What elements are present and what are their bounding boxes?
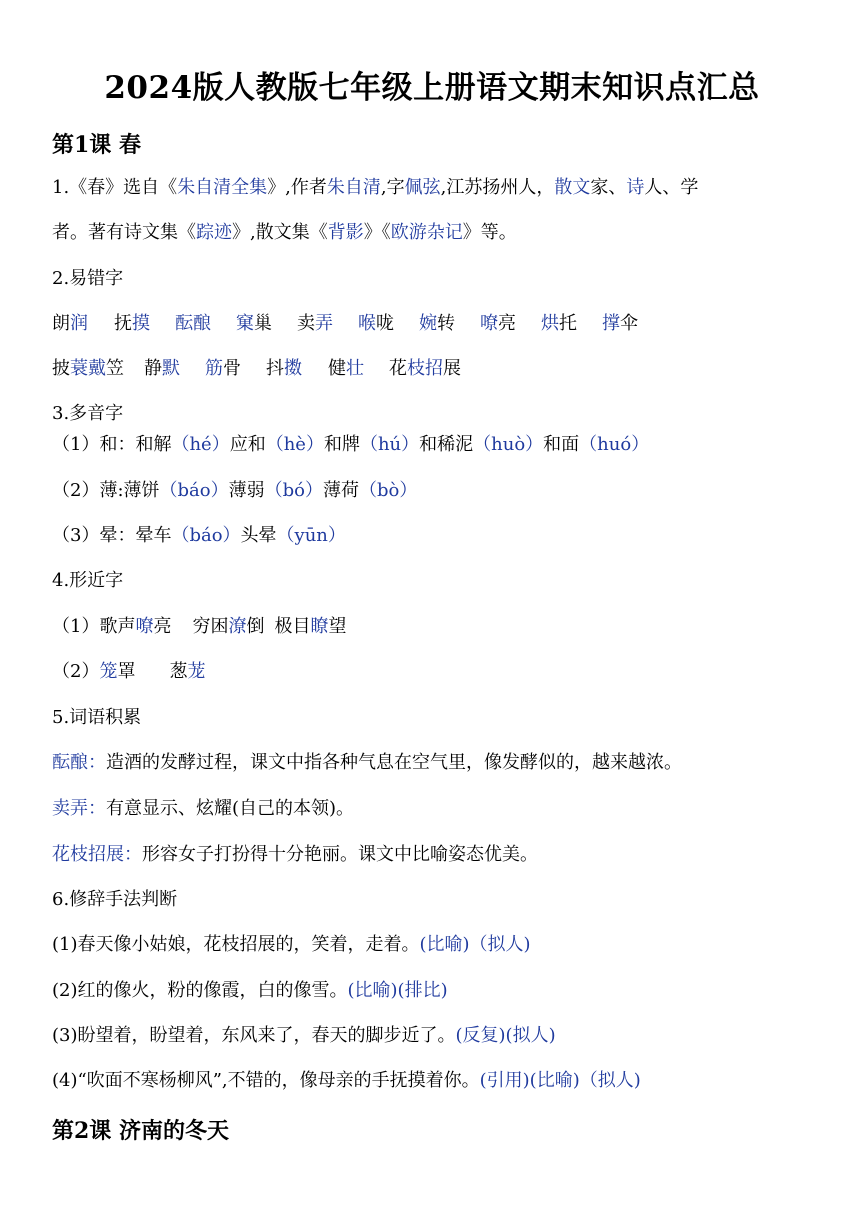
- rhetoric-line-4: (4)“吹面不寒杨柳风”,不错的，像母亲的手抚摸着你。(引用)(比喻)（拟人): [52, 1070, 641, 1091]
- intro-line-1: 1.《春》选自《朱自清全集》,作者朱自清,字佩弦,江苏扬州人，散文家、诗人、学: [52, 177, 699, 198]
- lesson-2-heading: 第2课 济南的冬天: [52, 1118, 229, 1144]
- word-item: 抚摸: [114, 313, 150, 334]
- word-item: 喉咙: [358, 313, 394, 334]
- word-item: 窠巢: [236, 313, 272, 334]
- rhetoric-line-3: (3)盼望着，盼望着，东风来了，春天的脚步近了。(反复)(拟人): [52, 1025, 556, 1046]
- polyphone-line-3: （3）晕：晕车（báo）头晕（yūn）: [52, 525, 346, 546]
- vocab-item-1: 酝酿：造酒的发酵过程，课文中指各种气息在空气里，像发酵似的，越来越浓。: [52, 752, 682, 773]
- rhetoric-line-2: (2)红的像火，粉的像霞，白的像雪。(比喻)(排比): [52, 980, 448, 1001]
- vocab-item-2: 卖弄：有意显示、炫耀(自己的本领)。: [52, 798, 355, 819]
- section-3-label: 3.多音字: [52, 403, 124, 424]
- intro-line-2: 者。著有诗文集《踪迹》,散文集《背影》《欧游杂记》等。: [52, 222, 517, 243]
- word-item: 烘托: [541, 313, 577, 334]
- word-item: 撑伞: [602, 313, 638, 334]
- polyphone-line-2: （2）薄:薄饼（báo）薄弱（bó）薄荷（bò）: [52, 480, 418, 501]
- polyphone-line-1: （1）和：和解（hé）应和（hè）和牌（hú）和稀泥（huò）和面（huó）: [52, 434, 650, 455]
- word-item: 披蓑戴笠: [52, 358, 124, 379]
- word-item: 婉转: [419, 313, 455, 334]
- word-item: 抖擞: [266, 358, 302, 379]
- section-4-label: 4.形近字: [52, 570, 124, 591]
- rhetoric-line-1: (1)春天像小姑娘，花枝招展的，笑着，走着。(比喻)（拟人): [52, 934, 531, 955]
- word-item: 筋骨: [205, 358, 241, 379]
- lesson-1-heading: 第1课 春: [52, 132, 141, 158]
- word-item: 酝酿: [175, 313, 211, 334]
- section-5-label: 5.词语积累: [52, 707, 142, 728]
- page-title: 2024版人教版七年级上册语文期末知识点汇总: [104, 70, 760, 106]
- word-item: 朗润: [52, 313, 88, 334]
- section-2-label: 2.易错字: [52, 268, 124, 289]
- similar-chars-line-2: （2）笼罩 葱茏: [52, 661, 206, 682]
- word-item: 嘹亮: [480, 313, 516, 334]
- section-6-label: 6.修辞手法判断: [52, 889, 178, 910]
- error-chars-row-1: [52, 312, 638, 336]
- word-item: 健壮: [328, 358, 364, 379]
- vocab-item-3: 花枝招展：形容女子打扮得十分艳丽。课文中比喻姿态优美。: [52, 844, 538, 865]
- error-chars-row-2: [52, 357, 461, 381]
- word-item: 静默: [144, 358, 180, 379]
- word-item: 花枝招展: [389, 358, 461, 379]
- similar-chars-line-1: （1）歌声嘹亮 穷困潦倒 极目瞭望: [52, 616, 347, 637]
- word-item: 卖弄: [297, 313, 333, 334]
